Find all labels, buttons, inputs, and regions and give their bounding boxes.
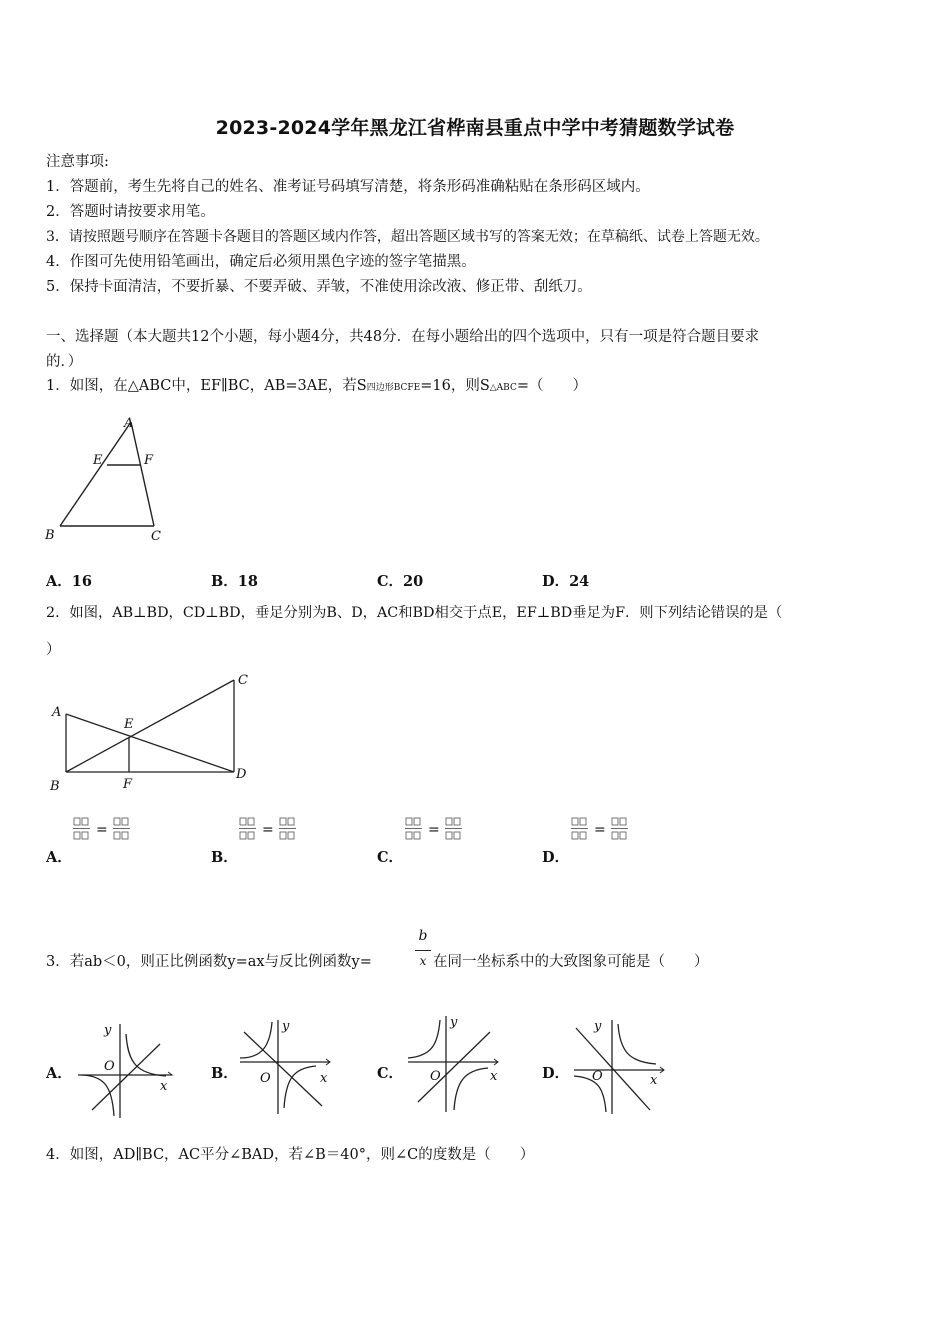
q2-option-a-eq: = bbox=[96, 822, 108, 838]
section-heading-line1: 一、选择题（本大题共12个小题，每小题4分，共48分．在每小题给出的四个选项中，只有一项是符合题目要求 bbox=[46, 329, 760, 345]
q1-label-a: A bbox=[124, 416, 134, 431]
q2-stem-line1: 2．如图，AB⊥BD，CD⊥BD，垂足分别为B、D，AC和BD相交于点E，EF⊥BD垂足为F．则下列结论错误的是（ bbox=[46, 605, 783, 621]
q3-graph-c bbox=[404, 1012, 509, 1117]
section-heading-line2: 的．） bbox=[46, 354, 83, 370]
q3-fraction-bar bbox=[415, 950, 431, 951]
q1-text-b: =16，则S bbox=[420, 378, 490, 394]
q3-option-b[interactable]: B． bbox=[211, 1065, 238, 1082]
page-title: 2023-2024学年黑龙江省桦南县重点中学中考猜题数学试卷 bbox=[215, 117, 735, 139]
q1-label-c: C bbox=[151, 529, 161, 544]
q3-text-b: 在同一坐标系中的大致图象可能是（ ） bbox=[433, 954, 709, 970]
notice-item-4: 4．作图可先使用铅笔画出，确定后必须用黑色字迹的签字笔描黑。 bbox=[46, 254, 476, 270]
q2-option-d-equation bbox=[570, 816, 635, 844]
q2-figure bbox=[44, 668, 259, 798]
q3-option-a[interactable]: A． bbox=[46, 1065, 72, 1082]
q2-option-a[interactable]: A． bbox=[46, 849, 72, 866]
q3-option-d[interactable]: D． bbox=[542, 1065, 570, 1082]
q3a-y-label: y bbox=[104, 1023, 112, 1038]
notice-item-1: 1．答题前，考生先将自己的姓名、准考证号码填写清楚，将条形码准确粘贴在条形码区域内。 bbox=[46, 179, 650, 195]
q2-label-b: B bbox=[50, 779, 60, 794]
q2-option-a-equation bbox=[72, 816, 137, 844]
q2-label-f: F bbox=[123, 777, 133, 792]
q3a-x-label: x bbox=[160, 1079, 168, 1094]
q2-option-d[interactable]: D． bbox=[542, 849, 570, 866]
q3-text-a: 3．若ab＜0，则正比例函数y=ax与反比例函数y= bbox=[46, 954, 372, 970]
q2-stem-line2: ） bbox=[46, 642, 61, 658]
q2-label-a: A bbox=[52, 705, 62, 720]
q1-stem bbox=[46, 376, 587, 398]
q2-label-d: D bbox=[236, 767, 247, 782]
q3c-origin-label: O bbox=[430, 1069, 441, 1084]
q1-text-a: 1．如图，在△ABC中，EF∥BC，AB=3AE，若S bbox=[46, 378, 367, 394]
q3c-y-label: y bbox=[450, 1015, 458, 1030]
q3d-origin-label: O bbox=[592, 1069, 603, 1084]
q3-graph-a bbox=[74, 1020, 179, 1120]
q1-option-d[interactable]: D．24 bbox=[542, 573, 590, 590]
q3b-x-label: x bbox=[320, 1071, 328, 1086]
q3a-origin-label: O bbox=[104, 1059, 115, 1074]
notice-heading: 注意事项: bbox=[46, 154, 109, 170]
q3-fraction-numerator: b bbox=[418, 928, 428, 944]
q2-option-c-eq: = bbox=[428, 822, 440, 838]
q3b-y-label: y bbox=[282, 1019, 290, 1034]
q2-option-d-eq: = bbox=[594, 822, 606, 838]
notice-item-3: 3．请按照题号顺序在答题卡各题目的答题区域内作答，超出答题区域书写的答案无效；在草稿纸、试卷上答题无效。 bbox=[46, 229, 769, 245]
q1-sub-tri: △ABC bbox=[489, 383, 517, 393]
q2-option-c-equation bbox=[404, 816, 469, 844]
q1-text-c: =（ ） bbox=[516, 378, 588, 394]
q3-graph-d bbox=[570, 1016, 675, 1116]
q1-triangle-figure bbox=[40, 412, 170, 547]
notice-item-2: 2．答题时请按要求用笔。 bbox=[46, 204, 215, 220]
q1-label-f: F bbox=[144, 453, 154, 468]
q2-option-b[interactable]: B． bbox=[211, 849, 238, 866]
q1-sub-quad: 四边形BCFE bbox=[366, 383, 421, 393]
q3-fraction-denominator: x bbox=[419, 954, 427, 968]
q3-option-c[interactable]: C． bbox=[377, 1065, 404, 1082]
q1-option-a[interactable]: A．16 bbox=[46, 573, 92, 590]
q3b-origin-label: O bbox=[260, 1071, 271, 1086]
notice-item-5: 5．保持卡面清洁，不要折暴、不要弄破、弄皱，不准使用涂改液、修正带、刮纸刀。 bbox=[46, 279, 592, 295]
q2-label-c: C bbox=[238, 673, 248, 688]
q3c-x-label: x bbox=[490, 1069, 498, 1084]
q1-option-c[interactable]: C．20 bbox=[377, 573, 424, 590]
q2-label-e: E bbox=[124, 717, 134, 732]
q4-stem: 4．如图，AD∥BC，AC平分∠BAD，若∠B＝40°，则∠C的度数是（ ） bbox=[46, 1147, 535, 1163]
q1-option-b[interactable]: B．18 bbox=[211, 573, 258, 590]
q3d-x-label: x bbox=[650, 1073, 658, 1088]
q3-graph-b bbox=[236, 1016, 341, 1116]
q1-label-e: E bbox=[93, 453, 103, 468]
q1-label-b: B bbox=[45, 528, 55, 543]
q2-option-c[interactable]: C． bbox=[377, 849, 404, 866]
q2-option-b-eq: = bbox=[262, 822, 274, 838]
q3d-y-label: y bbox=[594, 1019, 602, 1034]
q2-option-b-equation bbox=[238, 816, 303, 844]
